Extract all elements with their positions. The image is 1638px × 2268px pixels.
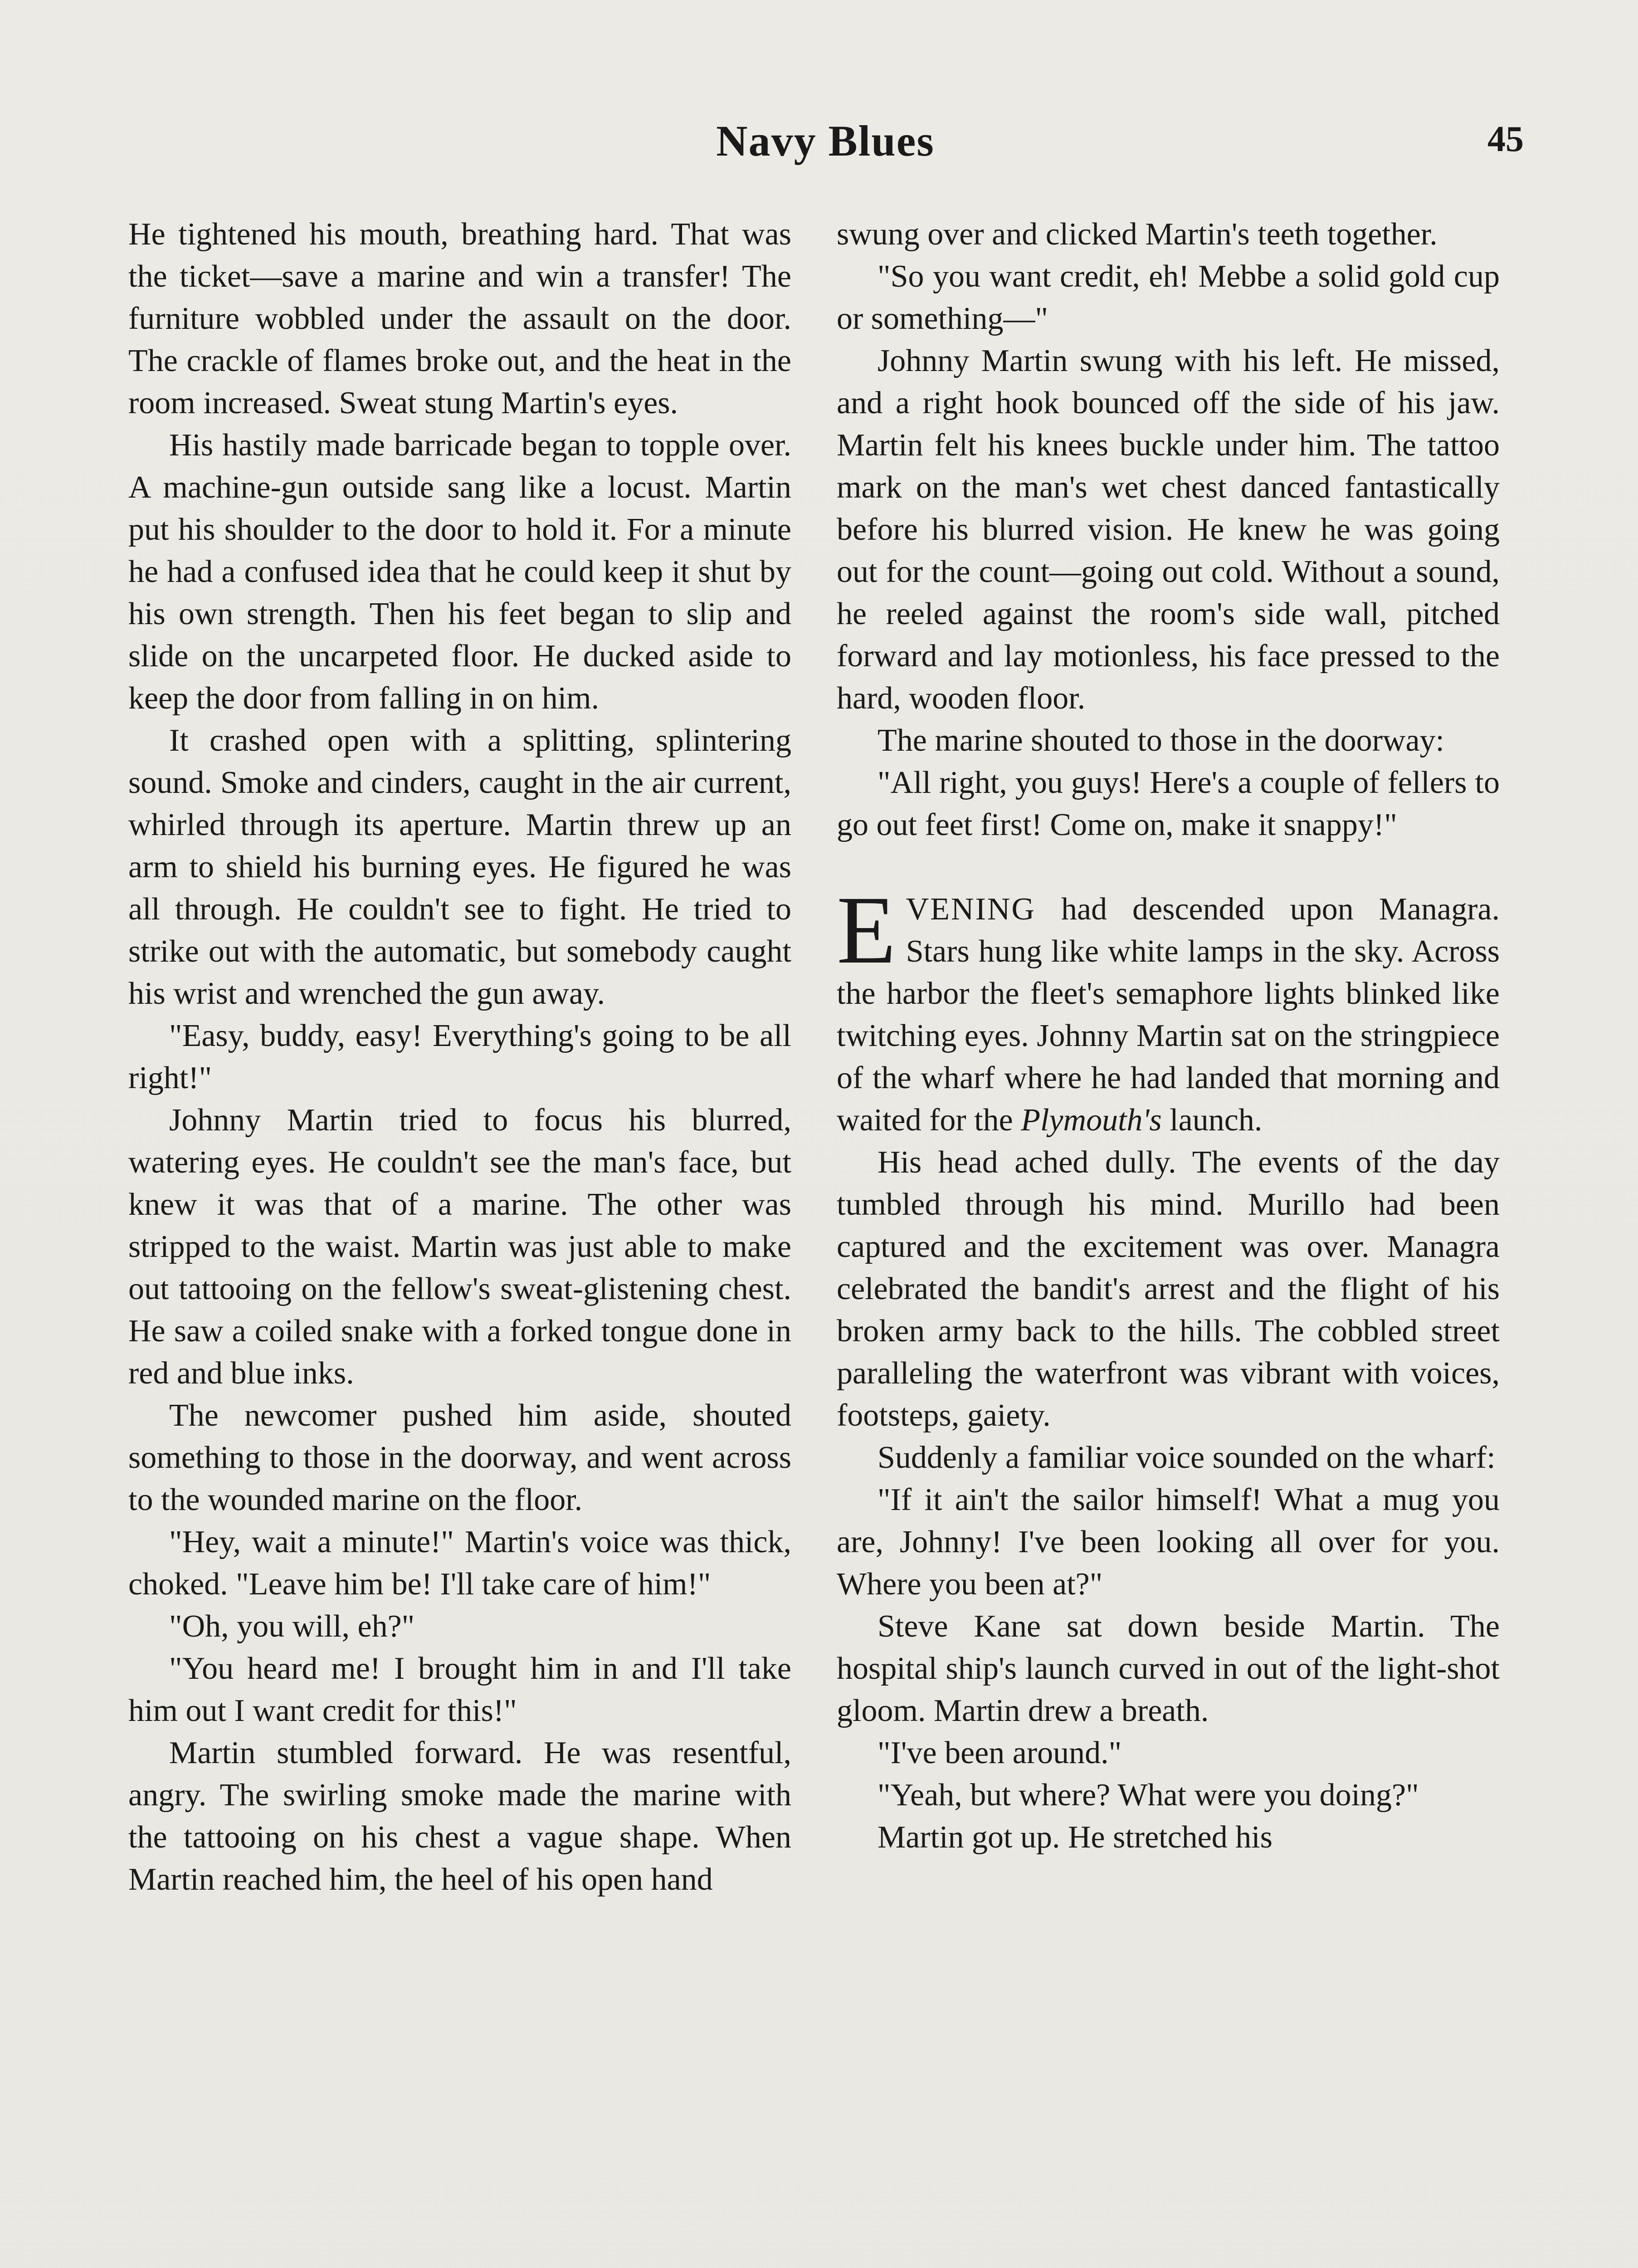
paragraph: Martin got up. He stretched his — [878, 1820, 1272, 1855]
paragraph: "If it ain't the sailor himself! What a mug you are, Johnny! I've been looking all over for you. Where you been at?" — [837, 1482, 1500, 1602]
paragraph-text: had descended upon Managra. Stars hung like white lamps in the sky. Across the harbor the fleet's semaphore lights blinked like twitching eyes. Johnny Martin sat on the stringpiece of the wharf where he had landed that morning and waited for the — [837, 892, 1500, 1138]
paragraph: swung over and clicked Martin's teeth together. — [837, 217, 1438, 252]
right-column — [837, 213, 1500, 1858]
section-break — [837, 846, 1500, 888]
paragraph: His hastily made barricade began to topple over. A machine-gun outside sang like a locust. Martin put his shoulder to the door to hold it. For a minute he had a confused idea that he could keep it shut by his own strength. Then his feet began to slip and slide on the uncarpeted floor. He ducked aside to keep the door from falling in on him. — [128, 428, 791, 716]
paragraph: Johnny Martin tried to focus his blurred, watering eyes. He couldn't see the man's face, but knew it was that of a marine. The other was stripped to the waist. Martin was just able to make out tattooing on the fellow's sweat-glistening chest. He saw a coiled snake with a forked tongue done in red and blue inks. — [128, 1103, 791, 1391]
paragraph: The marine shouted to those in the doorway: — [878, 723, 1444, 758]
dropcap-paragraph — [837, 876, 1500, 1141]
left-column — [128, 213, 791, 1901]
paragraph: "Yeah, but where? What were you doing?" — [878, 1778, 1419, 1813]
page-number: 45 — [1487, 119, 1524, 159]
paragraph: "Oh, you will, eh?" — [169, 1609, 415, 1644]
paragraph: It crashed open with a splitting, splintering sound. Smoke and cinders, caught in the air current, whirled through its aperture. Martin threw up an arm to shield his burning eyes. He figured he was all through. He couldn't see to fight. He tried to strike out with the automatic, but somebody caught his wrist and wrenched the gun away. — [128, 723, 791, 1011]
paragraph: He tightened his mouth, breathing hard. That was the ticket—save a marine and win a transfer! The furniture wobbled under the assault on the door. The crackle of flames broke out, and the heat in the room increased. Sweat stung Martin's eyes. — [128, 217, 791, 420]
running-title: Navy Blues — [716, 117, 935, 165]
paragraph: Steve Kane sat down beside Martin. The hospital ship's launch curved in out of the light-shot gloom. Martin drew a breath. — [837, 1609, 1500, 1728]
paragraph: The newcomer pushed him aside, shouted something to those in the doorway, and went across to the wounded marine on the floor. — [128, 1398, 791, 1517]
paragraph: "You heard me! I brought him in and I'll take him out I want credit for this!" — [128, 1651, 791, 1728]
paragraph: "Hey, wait a minute!" Martin's voice was thick, choked. "Leave him be! I'll take care of him!" — [128, 1525, 791, 1602]
paragraph: "I've been around." — [878, 1735, 1122, 1770]
paragraph: "Easy, buddy, easy! Everything's going to be all right!" — [128, 1018, 791, 1095]
paragraph: Johnny Martin swung with his left. He missed, and a right hook bounced off the side of his jaw. Martin felt his knees buckle under him. The tattoo mark on the man's wet chest danced fantastically before his blurred vision. He knew he was going out for the count—going out cold. Without a sound, he reeled against the room's side wall, pitched forward and lay motionless, his face pressed to the hard, wooden floor. — [837, 343, 1500, 716]
paragraph: Suddenly a familiar voice sounded on the wharf: — [878, 1440, 1496, 1475]
paragraph: Martin stumbled forward. He was resentful, angry. The swirling smoke made the marine with the tattooing on his chest a vague shape. When Martin reached him, the heel of his open hand — [128, 1735, 791, 1897]
paragraph-text: launch. — [1161, 1103, 1263, 1138]
ship-name: Plymouth's — [1021, 1103, 1162, 1138]
paragraph: "All right, you guys! Here's a couple of fellers to go out feet first! Come on, make it snappy!" — [837, 765, 1500, 842]
paragraph: His head ached dully. The events of the day tumbled through his mind. Murillo had been captured and the excitement was over. Managra celebrated the bandit's arrest and the flight of his broken army back to the hills. The cobbled street paralleling the waterfront was vibrant with voices, footsteps, gaiety. — [837, 1145, 1500, 1433]
drop-cap: E — [837, 876, 896, 984]
smallcaps-lead: VENING — [906, 892, 1036, 927]
paragraph: "So you want credit, eh! Mebbe a solid gold cup or something—" — [837, 259, 1500, 336]
